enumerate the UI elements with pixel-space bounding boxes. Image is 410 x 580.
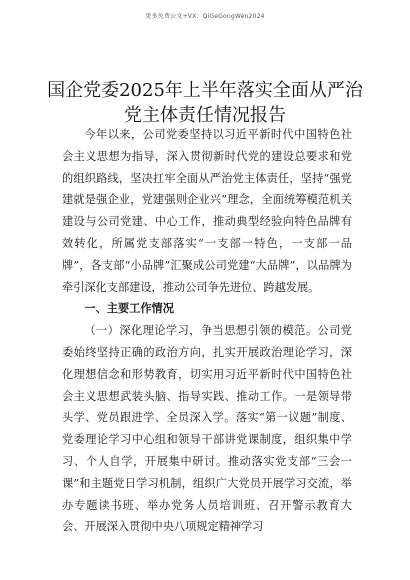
section-heading: 一、主要工作情况 <box>84 301 174 316</box>
section-paragraph: （一）深化理论学习，争当思想引领的模范。公司党委始终坚持正确的政治方向，扎实开展政治理论学习，深化理想信念和形势教育，切实用习近平新时代中国特色社会主义思想武装头脑、指导实践、推动工作。一是领导带头学、党员跟进学、全员深入学。落实“第一议题”制度、党委理论学习中心组和领导干部讲党课制度，组织集中学习、个人自学，开展集中研讨。推动落实党支部“三会一课”和主题党日学习机制，组织广大党员开展学习交流，举办专题读书班、举办党务人员培训班、召开警示教育大会、开展深入贯彻中央八项规定精神学习 <box>62 324 352 534</box>
intro-paragraph: 今年以来，公司党委坚持以习近平新时代中国特色社会主义思想为指导，深入贯彻新时代党的建设总要求和党的组织路线，坚决扛牢全面从严治党主体责任，坚持“强党建就是强企业，党建强则企业兴”理念，全面统筹模范机关建设与公司党建、中心工作，推动典型经验向特色品牌有效转化，所属党支部落实“一支部一特色，一支部一品牌”，各支部“小品牌”汇聚成公司党建“大品牌”，以品牌为牵引深化支部建设，推动公司争先进位、跨越发展。 <box>62 128 352 294</box>
document-title: 国企党委2025年上半年落实全面从严治党主体责任情况报告 <box>47 80 363 126</box>
document-body <box>62 124 352 538</box>
watermark-text: 更多免费公文+VX：QiGeGongWen2024 <box>145 13 265 20</box>
